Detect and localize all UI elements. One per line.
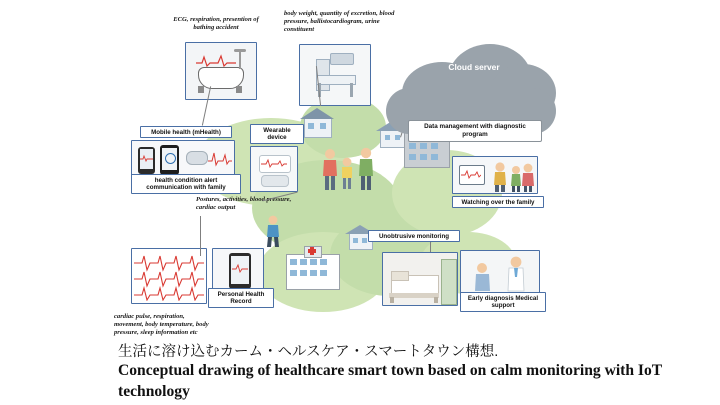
card-early-diagnosis[interactable] xyxy=(460,250,540,294)
label-early-diagnosis[interactable]: Early diagnosis Medical support xyxy=(460,292,546,312)
bathtub-leg xyxy=(236,86,242,93)
label-mobile-health[interactable]: Mobile health (mHealth) xyxy=(140,126,232,138)
patient-icon xyxy=(469,261,497,293)
door xyxy=(441,259,457,305)
card-unobtrusive-monitoring[interactable] xyxy=(382,252,458,306)
annotation-text: Postures, activities, blood pressure, cardiac output xyxy=(196,196,292,212)
annotation-bathing xyxy=(168,16,264,32)
card-watching-over-family[interactable] xyxy=(452,156,538,194)
ecg-waveform-icon xyxy=(196,53,236,67)
shower-head-icon xyxy=(234,49,246,52)
card-ecg-trace[interactable] xyxy=(131,248,207,304)
cloud-data-management-box[interactable]: Data management with diagnostic program xyxy=(408,120,542,142)
caption-english: Conceptual drawing of healthcare smart town based on calm monitoring with IoT technology xyxy=(118,362,662,401)
label-personal-health-record[interactable]: Personal Health Record xyxy=(208,288,274,308)
person-group-icon xyxy=(318,146,382,192)
annotation-cardiac xyxy=(114,313,214,337)
annotation-text: cardiac pulse, respiration, movement, body temperature, body pressure, sleep information etc xyxy=(114,313,209,336)
ecg-waveform-icon xyxy=(208,149,232,167)
label-unobtrusive-monitoring[interactable]: Unobtrusive monitoring xyxy=(368,230,460,242)
annotation-postures xyxy=(196,196,308,212)
ecg-waveform-icon xyxy=(134,253,204,301)
cloud-server-group xyxy=(378,40,570,150)
label-wearable-device[interactable]: Wearable device xyxy=(250,124,304,144)
person-walking-icon xyxy=(262,214,284,248)
label-health-condition-alert[interactable]: health condition alert communication with family xyxy=(131,174,241,194)
card-wearable[interactable] xyxy=(250,146,298,192)
device-leg xyxy=(350,83,353,97)
bed-leg xyxy=(390,297,394,303)
label-watching-over-family[interactable]: Watching over the family xyxy=(452,196,544,208)
smartphone-icon xyxy=(160,145,179,175)
connector-line xyxy=(200,216,201,256)
caption-japanese: 生活に溶け込むカーム・ヘルスケア・スマートタウン構想. xyxy=(118,344,499,360)
ecg-waveform-icon xyxy=(461,169,481,179)
wearable-strap-icon xyxy=(261,175,289,187)
hospital-building-icon xyxy=(286,246,338,290)
smartphone-ecg-icon xyxy=(138,147,155,174)
card-personal-health-record[interactable] xyxy=(212,248,264,292)
device-monitor xyxy=(330,53,354,65)
family-tablet-icon xyxy=(491,161,535,193)
shower-pipe xyxy=(239,51,241,69)
bathtub-leg xyxy=(198,86,204,93)
ecg-waveform-icon xyxy=(261,158,287,168)
card-toilet[interactable] xyxy=(299,44,371,106)
doctor-icon xyxy=(501,255,531,293)
phone-record-icon xyxy=(229,253,251,289)
bed-leg xyxy=(434,297,438,303)
annotation-text: body weight, quantity of excretion, blood pressure, ballistocardiogram, urine constituent xyxy=(284,10,395,34)
house-icon xyxy=(300,106,334,138)
annotation-bodyweight xyxy=(284,10,396,35)
annotation-text: ECG, respiration, presention of bathing accident xyxy=(173,16,259,32)
cloud-title: Cloud server xyxy=(448,62,500,72)
card-mobile-health[interactable] xyxy=(131,140,235,178)
pillow xyxy=(391,271,409,281)
bed-frame xyxy=(389,293,439,298)
sensor-band-icon xyxy=(186,151,208,165)
card-bathroom[interactable] xyxy=(185,42,257,100)
